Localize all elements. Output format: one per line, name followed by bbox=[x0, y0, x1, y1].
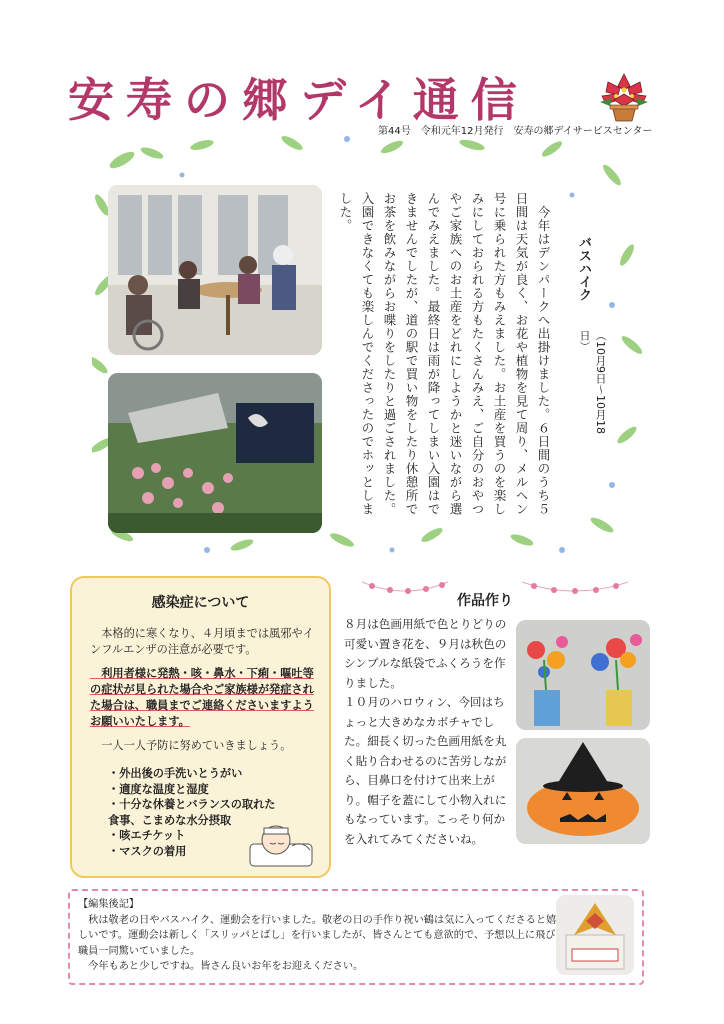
list-item: ・マスクの着用 bbox=[108, 844, 187, 858]
bus-hike-photo-flowers bbox=[108, 373, 322, 533]
flower-garland-icon bbox=[360, 576, 450, 598]
list-item: ・咳エチケット bbox=[108, 829, 186, 842]
infection-intro: 本格的に寒くなり、４月頃までは風邪やインフルエンザの注意が必要です。 bbox=[90, 627, 314, 656]
bus-hike-title: バスハイク bbox=[576, 236, 591, 301]
list-item: ・適度な温度と湿度 bbox=[108, 782, 209, 796]
infection-request: 利用者様に発熱・咳・鼻水・下痢・嘔吐等の症状が見られた場合やご家族様が発症された場合は、職員までご連絡くださいますようお願いいたします。 bbox=[90, 667, 314, 728]
sick-person-icon bbox=[248, 816, 314, 868]
crafts-title: 作品作り bbox=[457, 593, 513, 609]
issue-line: 第44号 令和元年12月発行 安寿の郷デイサービスセンター bbox=[378, 126, 653, 137]
infection-title: 感染症について bbox=[151, 595, 250, 611]
crafts-photo-flowers bbox=[516, 620, 650, 730]
crafts-paragraph-2: １０月のハロウィン、今回はちょっと大きめなカボチャでした。細長く切った色画用紙を丸く貼り合わせるのに苦労しながら、目鼻口を付けて出来上がり。帽子を蓋にして小物入れにもなっています。こっそり何かを入れてみてくださいね。 bbox=[344, 695, 507, 846]
editor-notes-heading: 【編集後記】 bbox=[78, 899, 140, 910]
list-item: ・十分な休養とバランスの取れた食事、こまめな水分摂取 bbox=[108, 798, 276, 827]
flower-garland-icon bbox=[520, 576, 630, 598]
crafts-photo-pumpkin bbox=[516, 738, 650, 844]
bus-hike-body: 今年はデンパークへ出掛けました。６日間のうち５日間は天気が良く、お花や植物を見て周り、メルヘン号に乗られた方もみえました。お土産を買うのを楽しみにしておられる方もたくさんみえ、ご自分のおやつやご家族へのお土産をどれにしようかと迷いながら選んでみえました。最終日は雨が降ってしまい入園はできませんでしたが、道の駅で買い物をしたり休憩所でお茶を飲みながらお喋りをしたりと過ごされました。入園できなくても楽しんでくださったのでホッとしました。 bbox=[338, 192, 551, 516]
crafts-body bbox=[344, 615, 509, 849]
crafts-paragraph-1: ８月は色画用紙で色とりどりの可愛い置き花を、９月は秋色のシンプルな紙袋でふくろうを作りました。 bbox=[344, 617, 507, 690]
bus-hike-date: （10月9日〜10月18日） bbox=[578, 330, 607, 434]
infection-box bbox=[70, 576, 331, 878]
page-title: 安寿の郷デイ通信 bbox=[68, 73, 529, 127]
editor-notes-paragraph-2: 今年もあと少しですね。皆さん良いお年をお迎えください。 bbox=[78, 961, 364, 972]
poinsettia-pot-icon bbox=[596, 68, 652, 122]
editor-notes-box bbox=[68, 889, 644, 985]
bus-hike-photo-cafe bbox=[108, 185, 322, 355]
editor-notes-text bbox=[78, 897, 558, 975]
editor-notes-photo-crane bbox=[556, 895, 634, 975]
list-item: ・外出後の手洗いとうがい bbox=[108, 767, 243, 780]
infection-prevent: 一人一人予防に努めていきましょう。 bbox=[90, 739, 292, 752]
editor-notes-paragraph-1: 秋は敬老の日やバスハイク、運動会を行いました。敬老の日の手作り祝い鶴は気に入ってくださると嬉しいです。運動会は新しく「スリッパとばし」を行いましたが、皆さんとても意欲的で、予想以上に飛び職員一同驚いていました。 bbox=[78, 914, 557, 957]
